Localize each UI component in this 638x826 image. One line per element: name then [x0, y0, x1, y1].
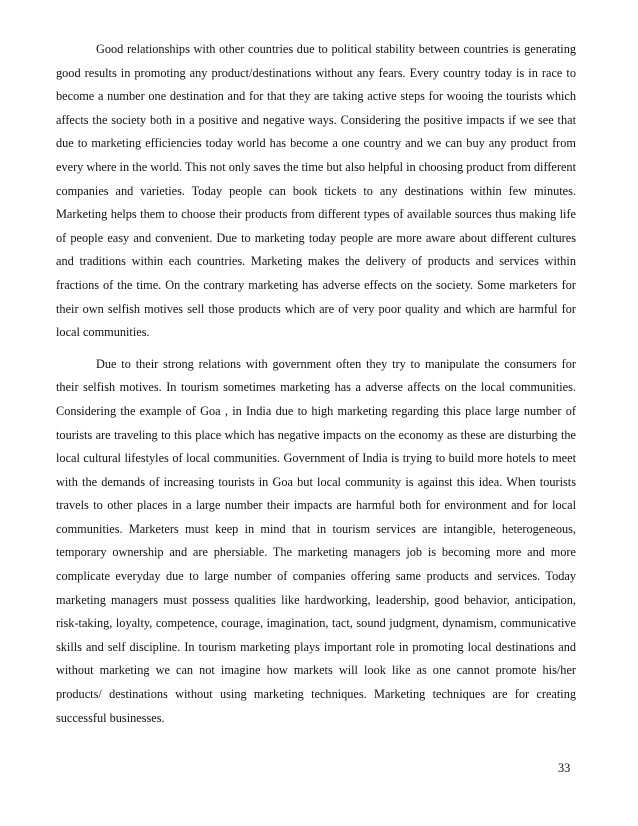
paragraph-1: Good relationships with other countries due to political stability between countries is generating good results in promoting any product/destinations without any fears. Every country today is in race to become a number one destination and for that they are taking active steps for wooing the tourists which affects the society both in a positive and negative ways. Considering the positive impacts if we see that due to marketing efficiencies today world has become a one country and we can buy any product from every where in the world. This not only saves the time but also helpful in choosing product from different companies and varieties. Today people can book tickets to any destinations within few minutes. Marketing helps them to choose their products from different types of available sources thus making life of people easy and convenient. Due to marketing today people are more aware about different cultures and traditions within each countries. Marketing makes the delivery of products and services within fractions of the time. On the contrary marketing has adverse effects on the society. Some marketers for their own selfish motives sell those products which are of very poor quality and which are harmful for local communities. [56, 42, 576, 340]
page-number: 33 [558, 761, 571, 775]
paragraph-2: Due to their strong relations with government often they try to manipulate the consumers for their selfish motives. In tourism sometimes marketing has a adverse affects on the local communities. Considering the example of Goa , in India due to high marketing regarding this place large number of tourists are traveling to this place which has negative impacts on the economy as these are disturbing the local cultural lifestyles of local communities. Government of India is trying to build more hotels to meet with the demands of increasing tourists in Goa but local community is against this idea. When tourists travels to other places in a large number their impacts are harmful both for environment and for local communities. Marketers must keep in mind that in tourism services are intangible, heterogeneous, temporary ownership and are phersiable. The marketing managers job is becoming more and more complicate everyday due to large number of companies offering same products and services. Today marketing managers must possess qualities like hardworking, leadership, good behavior, anticipation, risk-taking, loyalty, competence, courage, imagination, tact, sound judgment, dynamism, communicative skills and self discipline. In tourism marketing plays important role in promoting local destinations and without marketing we can not imagine how markets will look like as one cannot promote his/her products/ destinations without using marketing techniques. Marketing techniques are for creating successful businesses. [56, 356, 576, 725]
page-body [56, 38, 576, 730]
